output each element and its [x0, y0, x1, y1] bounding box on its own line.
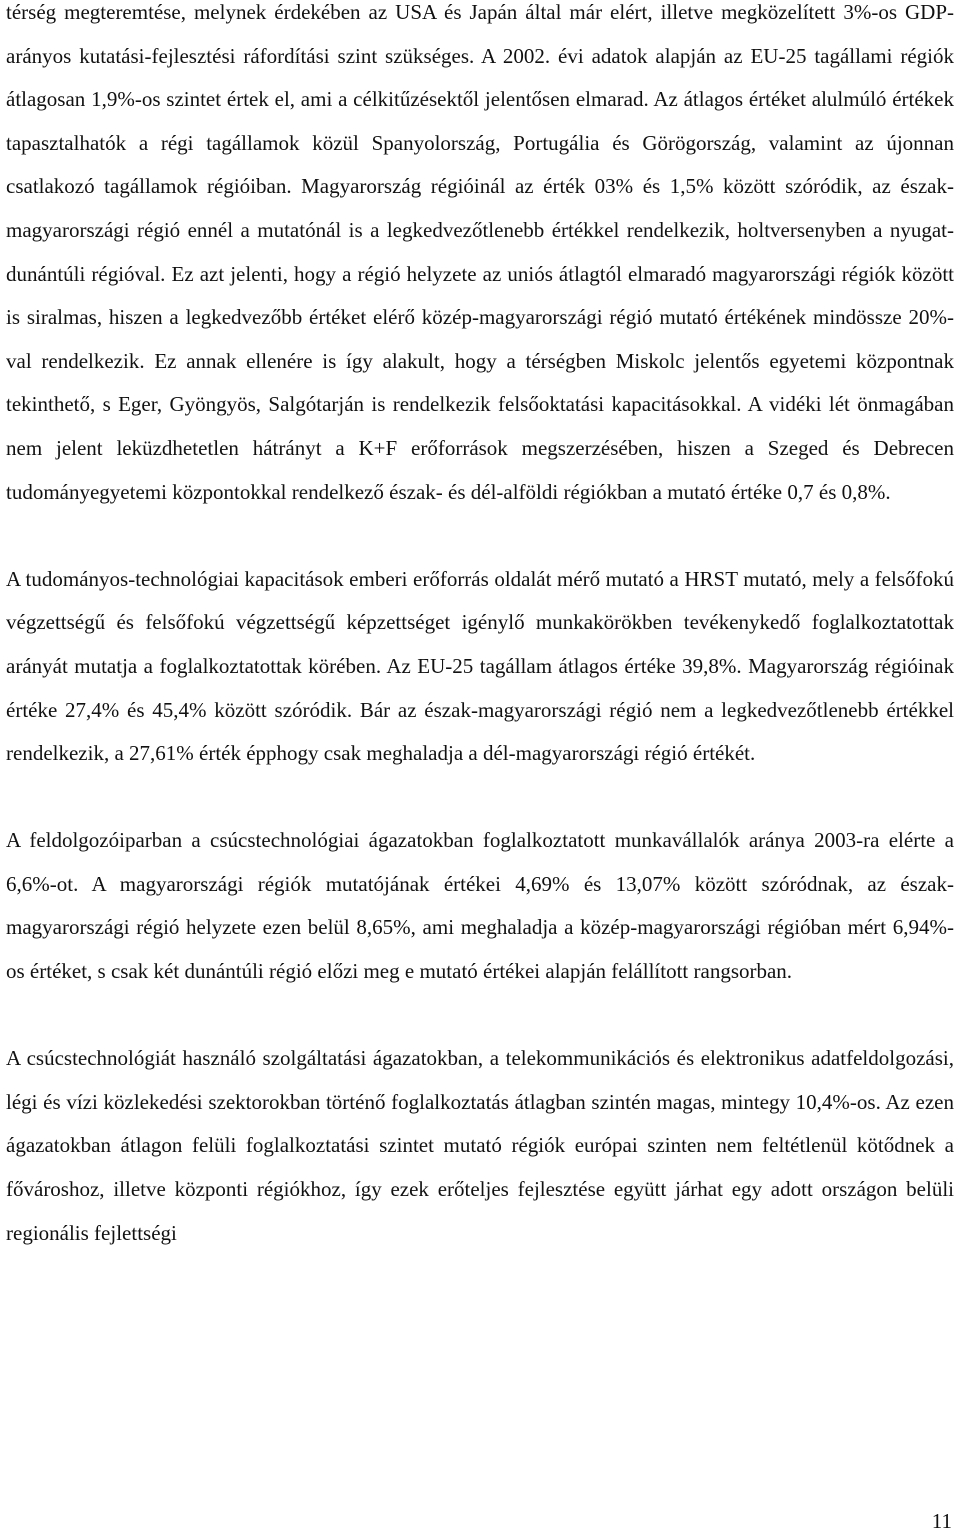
- paragraph-high-tech-manufacturing: A feldolgozóiparban a csúcstechnológiai ágazatokban foglalkoztatott munkavállalók aránya 2003-ra elérte a 6,6%-ot. A magyarországi régiók mutatójának értékei 4,69% és 13,07% között szóródnak, az észak-magyarországi régió helyzete ezen belül 8,65%, ami meghaladja a közép-magyarországi régióban mért 6,94%-os értéket, s csak két dunántúli régió előzi meg e mutató értékei alapján felállított rangsorban.: [6, 828, 954, 984]
- document-page: [6, 0, 954, 1255]
- paragraph-rd-expenditure: térség megteremtése, melynek érdekében az USA és Japán által már elért, illetve megközelített 3%-os GDP-arányos kutatási-fejlesztési ráfordítási szint szükséges. A 2002. évi adatok alapján az EU-25 tagállami régiók átlagosan 1,9%-os szintet értek el, ami a célkitűzésektől jelentősen elmarad. Az átlagos értéket alulmúló értékek tapasztalhatók a régi tagállamok közül Spanyolország, Portugália és Görögország, valamint az újonnan csatlakozó tagállamok régióiban. Magyarország régióinál az érték 03% és 1,5% között szóródik, az észak-magyarországi régió ennél a mutatónál is a legkedvezőtlenebb értékkel rendelkezik, holtversenyben a nyugat-dunántúli régióval. Ez azt jelenti, hogy a régió helyzete az uniós átlagtól elmaradó magyarországi régiók között is siralmas, hiszen a legkedvezőbb értéket elérő közép-magyarországi régió mutató értékének mindössze 20%-val rendelkezik. Ez annak ellenére is így alakult, hogy a térségben Miskolc jelentős egyetemi központnak tekinthető, s Eger, Gyöngyös, Salgótarján is rendelkezik felsőoktatási kapacitásokkal. A vidéki lét önmagában nem jelent leküzdhetetlen hátrányt a K+F erőforrások megszerzésében, hiszen a Szeged és Debrecen tudományegyetemi központokkal rendelkező észak- és dél-alföldi régiókban a mutató értéke 0,7 és 0,8%.: [6, 0, 954, 504]
- paragraph-hrst: A tudományos-technológiai kapacitások emberi erőforrás oldalát mérő mutató a HRST mutató, mely a felsőfokú végzettségű és felsőfokú végzettségű képzettséget igénylő munkakörökben tevékenykedő foglalkoztatottak arányát mutatja a foglalkoztatottak körében. Az EU-25 tagállam átlagos értéke 39,8%. Magyarország régióinak értéke 27,4% és 45,4% között szóródik. Bár az észak-magyarországi régió nem a legkedvezőtlenebb értékkel rendelkezik, a 27,61% érték épphogy csak meghaladja a dél-magyarországi régió értékét.: [6, 566, 954, 766]
- page-number: 11: [931, 1509, 952, 1533]
- paragraph-high-tech-services: A csúcstechnológiát használó szolgáltatási ágazatokban, a telekommunikációs és elektronikus adatfeldolgozási, légi és vízi közlekedési szektorokban történő foglalkoztatás átlagban szintén magas, mintegy 10,4%-os. Az ezen ágazatokban átlagon felüli foglalkoztatási szintet mutató régiók európai szinten nem feltétlenül kötődnek a fővároshoz, illetve központi régiókhoz, így ezek erőteljes fejlesztése együtt járhat egy adott országon belüli regionális fejlettségi: [6, 1046, 954, 1245]
